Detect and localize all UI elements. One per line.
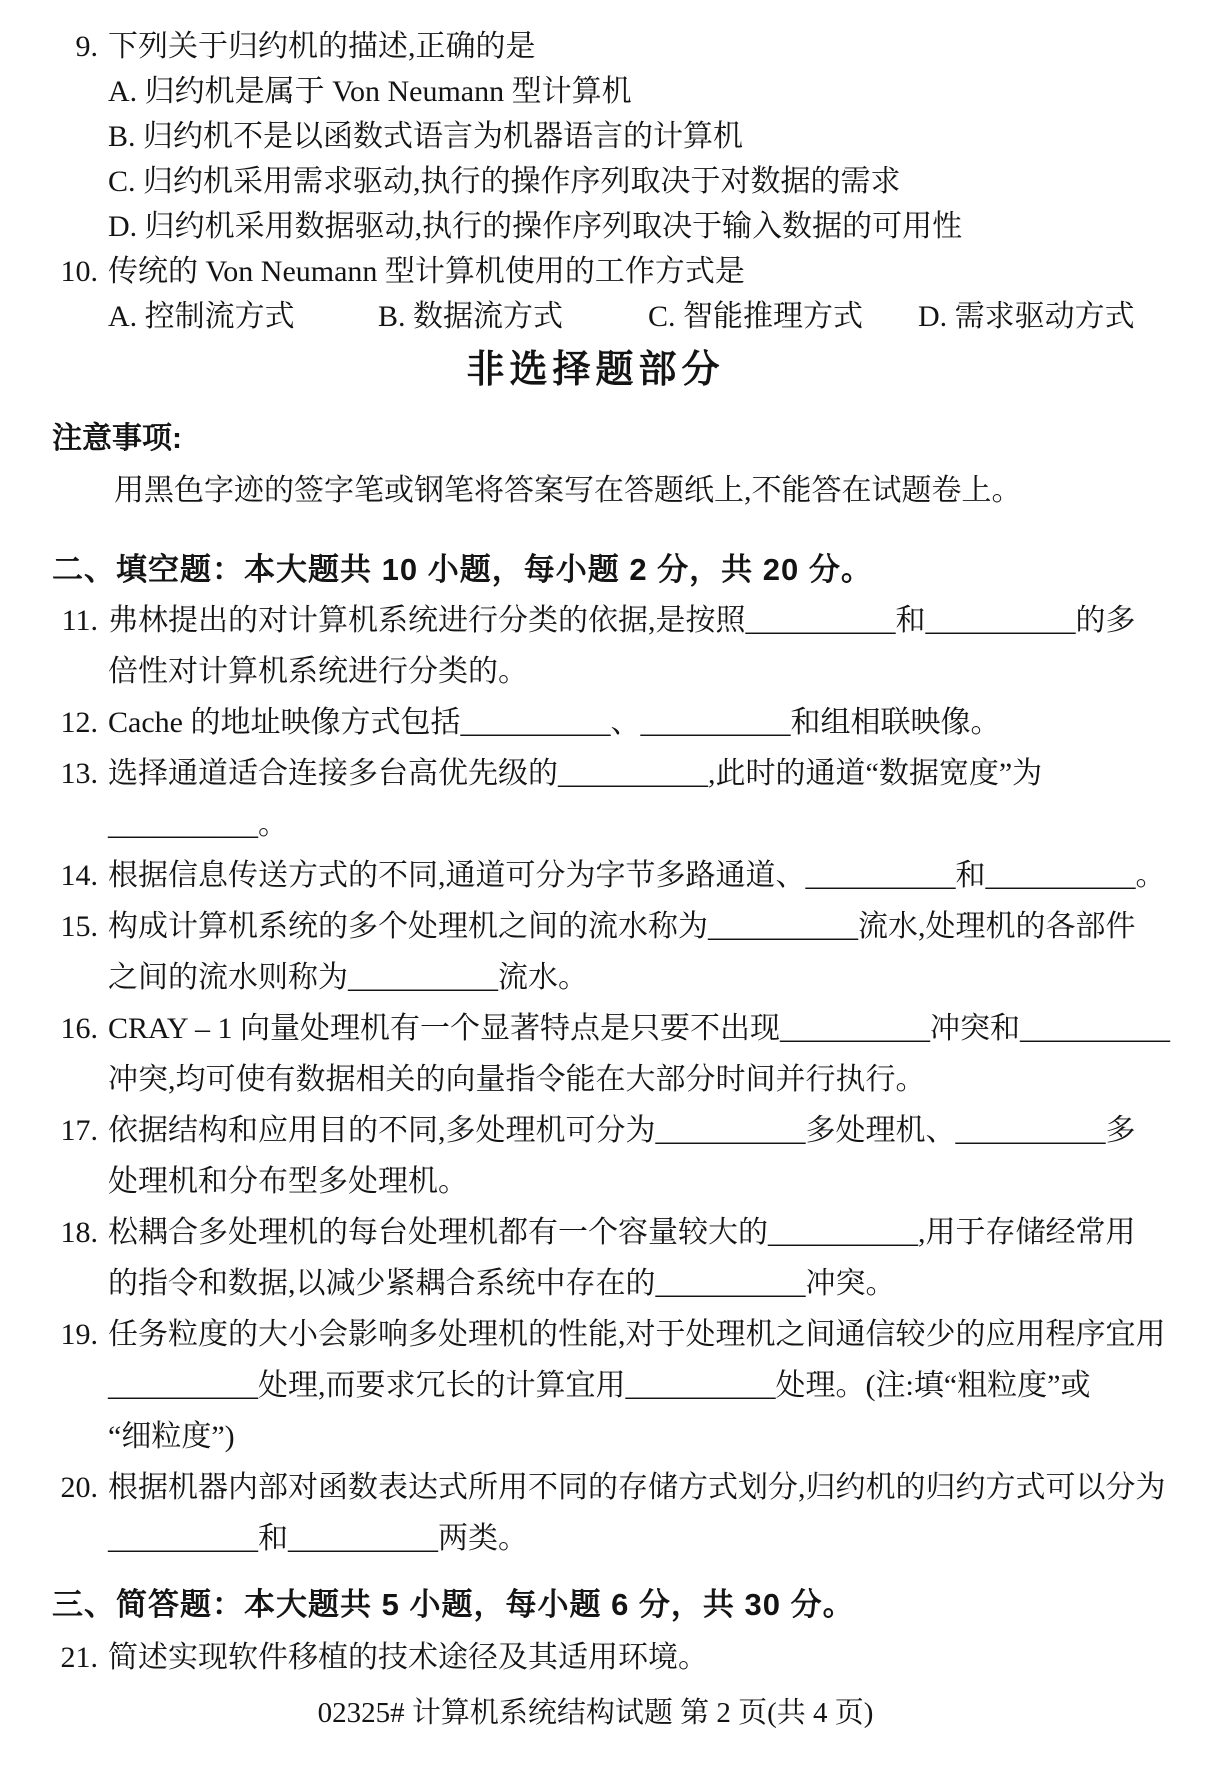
question-number: 20. (60, 1471, 98, 1504)
question-line: 冲突,均可使有数据相关的向量指令能在大部分时间并行执行。 (108, 1063, 926, 1096)
question-content (108, 850, 1199, 901)
question-line: 构成计算机系统的多个处理机之间的流水称为__________流水,处理机的各部件 (108, 910, 1136, 943)
question-line: 简述实现软件移植的技术途径及其适用环境。 (108, 1641, 708, 1674)
question-17 (52, 1105, 1199, 1207)
question-line: 根据机器内部对函数表达式所用不同的存储方式划分,归约机的归约方式可以分为 (108, 1471, 1166, 1504)
notes-text: 用黑色字迹的签字笔或钢笔将答案写在答题纸上,不能答在试题卷上。 (114, 474, 1022, 507)
question-content (108, 1309, 1199, 1462)
question-number: 16. (60, 1012, 98, 1045)
question-line: 之间的流水则称为__________流水。 (108, 961, 588, 994)
question-line: 松耦合多处理机的每台处理机都有一个容量较大的__________,用于存储经常用 (108, 1216, 1136, 1249)
option: A. 控制流方式 (108, 300, 295, 333)
question-number: 18. (60, 1216, 98, 1249)
question-content (108, 24, 1199, 249)
question-number: 19. (60, 1318, 98, 1351)
short-answer-section-header: 三、简答题：本大题共 5 小题，每小题 6 分，共 30 分。 (52, 1587, 855, 1622)
question-15 (52, 901, 1199, 1003)
question-12 (52, 697, 1199, 748)
fill-question-list (52, 595, 1199, 1564)
question-content (108, 249, 1199, 339)
question-14 (52, 850, 1199, 901)
question-line: “细粒度”) (108, 1420, 235, 1453)
question-18 (52, 1207, 1199, 1309)
question-content (108, 697, 1199, 748)
option: D. 需求驱动方式 (918, 300, 1135, 333)
fill-section-header: 二、填空题：本大题共 10 小题，每小题 2 分，共 20 分。 (52, 552, 873, 587)
question-20 (52, 1462, 1199, 1564)
question-content (108, 1462, 1199, 1564)
question-stem: 下列关于归约机的描述,正确的是 (108, 30, 536, 63)
question-number: 17. (60, 1114, 98, 1147)
question-line: 选择通道适合连接多台高优先级的__________,此时的通道“数据宽度”为 (108, 757, 1043, 790)
question-line: 处理机和分布型多处理机。 (108, 1165, 468, 1198)
option: A. 归约机是属于 Von Neumann 型计算机 (108, 75, 632, 108)
option: B. 归约机不是以函数式语言为机器语言的计算机 (108, 120, 744, 153)
question-line: 的指令和数据,以减少紧耦合系统中存在的__________冲突。 (108, 1267, 896, 1300)
option-row (108, 294, 1199, 339)
question-21 (52, 1632, 1199, 1683)
section-title: 非选择题部分 (466, 349, 725, 391)
short-question-list (52, 1632, 1199, 1683)
question-content (108, 1105, 1199, 1207)
question-content (108, 1632, 1199, 1683)
question-line: 根据信息传送方式的不同,通道可分为字节多路通道、__________和__________。 (108, 859, 1166, 892)
question-16 (52, 1003, 1199, 1105)
question-content (108, 901, 1199, 1003)
question-number: 11. (61, 604, 98, 637)
question-9 (52, 24, 1199, 249)
question-10 (52, 249, 1199, 339)
question-line: __________和__________两类。 (108, 1522, 528, 1555)
question-line: 依据结构和应用目的不同,多处理机可分为__________多处理机、__________多 (108, 1114, 1136, 1147)
question-line: 弗林提出的对计算机系统进行分类的依据,是按照__________和__________的多 (108, 604, 1136, 637)
question-11 (52, 595, 1199, 697)
question-number: 12. (60, 706, 98, 739)
multiple-choice-list (52, 24, 1199, 339)
question-number: 13. (60, 757, 98, 790)
question-content (108, 1003, 1199, 1105)
notes-label: 注意事项: (52, 422, 182, 455)
option: D. 归约机采用数据驱动,执行的操作序列取决于输入数据的可用性 (108, 210, 963, 243)
option: C. 智能推理方式 (648, 300, 864, 333)
question-number: 10. (60, 255, 98, 288)
question-content (108, 748, 1199, 850)
question-line: 任务粒度的大小会影响多处理机的性能,对于处理机之间通信较少的应用程序宜用 (108, 1318, 1166, 1351)
question-line: 倍性对计算机系统进行分类的。 (108, 655, 528, 688)
question-13 (52, 748, 1199, 850)
question-number: 15. (60, 910, 98, 943)
question-line: __________处理,而要求冗长的计算宜用__________处理。(注:填“粗粒度”或 (108, 1369, 1091, 1402)
option: B. 数据流方式 (378, 300, 564, 333)
page-footer: 02325# 计算机系统结构试题 第 2 页(共 4 页) (317, 1697, 874, 1729)
option: C. 归约机采用需求驱动,执行的操作序列取决于对数据的需求 (108, 165, 901, 198)
question-content (108, 1207, 1199, 1309)
question-line: Cache 的地址映像方式包括__________、__________和组相联映像。 (108, 706, 1001, 739)
question-19 (52, 1309, 1199, 1462)
question-stem: 传统的 Von Neumann 型计算机使用的工作方式是 (108, 255, 745, 288)
question-number: 9. (75, 30, 98, 63)
question-number: 21. (60, 1641, 98, 1674)
question-line: CRAY – 1 向量处理机有一个显著特点是只要不出现__________冲突和__________ (108, 1012, 1170, 1045)
question-line: __________。 (108, 808, 288, 841)
question-content (108, 595, 1199, 697)
question-number: 14. (60, 859, 98, 892)
